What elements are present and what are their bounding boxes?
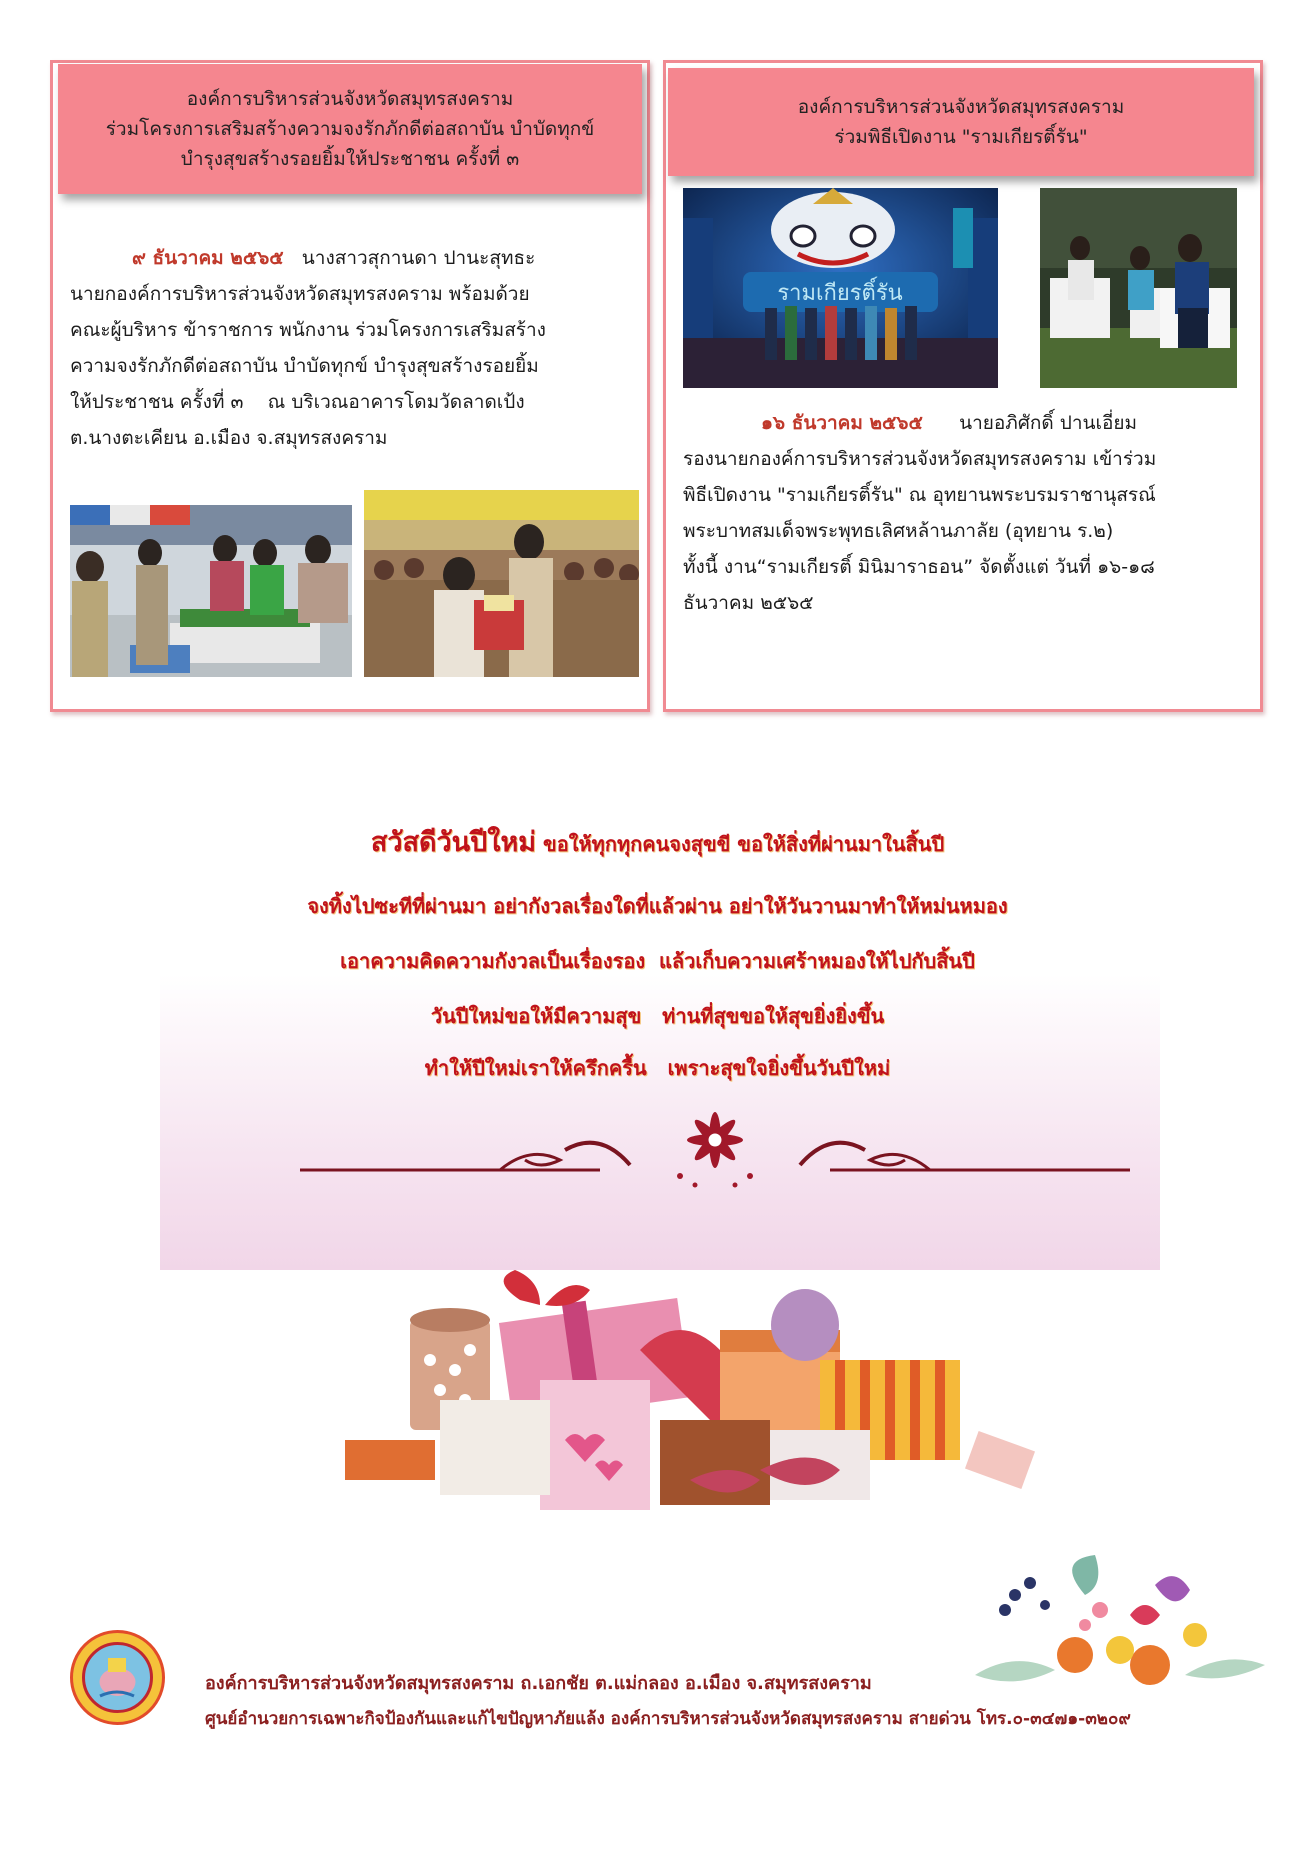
left-article-date: ๙ ธันวาคม ๒๕๖๕ bbox=[132, 247, 284, 269]
footer-hotline: ศูนย์อำนวยการเฉพาะกิจป้องกันและแก้ไขปัญหาภัยแล้ง องค์การบริหารส่วนจังหวัดสมุทรสงคราม สายด่วน โทร.๐-๓๔๗๑-๓๒๐๙ bbox=[205, 1709, 1131, 1729]
left-article-line5: ให้ประชาชน ครั้งที่ ๓ ณ บริเวณอาคารโดมวัดลาดเป้ง bbox=[70, 391, 525, 413]
left-article-body bbox=[70, 240, 625, 456]
left-article-line2: นายกองค์การบริหารส่วนจังหวัดสมุทรสงคราม พร้อมด้วย bbox=[70, 283, 530, 305]
right-article-line3: พิธีเปิดงาน "รามเกียรติ์รัน" ณ อุทยานพระบรมราชานุสรณ์ bbox=[683, 484, 1156, 506]
right-article-lead: นายอภิศักดิ์ ปานเอี่ยม bbox=[959, 412, 1138, 434]
gift-boxes-illustration bbox=[340, 1270, 1040, 1520]
stage-banner-text: รามเกียรติ์รัน bbox=[777, 281, 903, 306]
left-article-line3: คณะผู้บริหาร ข้าราชการ พนักงาน ร่วมโครงการเสริมสร้าง bbox=[70, 319, 546, 341]
right-article-line5: ทั้งนี้ งาน“รามเกียรติ์ มินิมาราธอน” จัดตั้งแต่ วันที่ ๑๖-๑๘ bbox=[683, 556, 1155, 578]
left-header-line1: องค์การบริหารส่วนจังหวัดสมุทรสงคราม bbox=[186, 88, 514, 110]
greeting-title: สวัสดีวันปีใหม่ bbox=[370, 827, 537, 858]
left-article-header bbox=[58, 64, 642, 194]
left-photo-market-stall bbox=[70, 505, 352, 677]
greeting-line3: เอาความคิดความกังวลเป็นเรื่องรอง แล้วเก็บความเศร้าหมองให้ไปกับสิ้นปี bbox=[340, 949, 975, 973]
left-header-line2: ร่วมโครงการเสริมสร้างความจงรักภักดีต่อสถาบัน บำบัดทุกข์ bbox=[105, 118, 595, 140]
right-article-line2: รองนายกองค์การบริหารส่วนจังหวัดสมุทรสงคราม เข้าร่วม bbox=[683, 448, 1157, 470]
left-photo-gift-handover bbox=[364, 490, 639, 677]
greeting-line2: จงทิ้งไปซะทีที่ผ่านมา อย่ากังวลเรื่องใดที่แล้วผ่าน อย่าให้วันวานมาทำให้หม่นหมอง bbox=[307, 894, 1008, 918]
ornament-divider bbox=[300, 1090, 1130, 1200]
left-article-line6: ต.นางตะเคียน อ.เมือง จ.สมุทรสงคราม bbox=[70, 427, 388, 449]
right-article-body bbox=[683, 405, 1238, 621]
right-article-date: ๑๖ ธันวาคม ๒๕๖๕ bbox=[761, 412, 923, 434]
left-article-lead: นางสาวสุกานดา ปานะสุทธะ bbox=[301, 247, 536, 269]
right-header-line2: ร่วมพิธีเปิดงาน "รามเกียรติ์รัน" bbox=[834, 126, 1088, 148]
left-article-line4: ความจงรักภักดีต่อสถาบัน บำบัดทุกข์ บำรุงสุขสร้างรอยยิ้ม bbox=[70, 355, 539, 377]
greeting-line1-rest: ขอให้ทุกทุกคนจงสุขขี ขอให้สิ่งที่ผ่านมาในสิ้นปี bbox=[543, 832, 945, 856]
greeting-line4: วันปีใหม่ขอให้มีความสุข ท่านที่สุขขอให้สุขยิ่งยิ่งขึ้น bbox=[430, 1004, 885, 1028]
footer-address: องค์การบริหารส่วนจังหวัดสมุทรสงคราม ถ.เอกชัย ต.แม่กลอง อ.เมือง จ.สมุทรสงคราม bbox=[205, 1673, 872, 1694]
right-photo-stage bbox=[683, 188, 998, 388]
right-article-line4: พระบาทสมเด็จพระพุทธเลิศหล้านภาลัย (อุทยาน ร.๒) bbox=[683, 520, 1114, 542]
right-article-line6: ธันวาคม ๒๕๖๕ bbox=[683, 592, 814, 614]
greeting-background bbox=[160, 815, 1160, 1270]
right-header-line1: องค์การบริหารส่วนจังหวัดสมุทรสงคราม bbox=[797, 96, 1125, 118]
left-header-line3: บำรุงสุขสร้างรอยยิ้มให้ประชาชน ครั้งที่ ๓ bbox=[180, 148, 520, 170]
pao-logo bbox=[70, 1630, 165, 1725]
flower-bouquet-decoration bbox=[955, 1555, 1275, 1705]
right-article-header bbox=[668, 68, 1254, 176]
greeting-line1 bbox=[0, 820, 1315, 863]
greeting-line5: ทำให้ปีใหม่เราให้ครึกครื้น เพราะสุขใจยิ่งขึ้นวันปีใหม่ bbox=[424, 1056, 891, 1080]
right-photo-guests bbox=[1040, 188, 1237, 388]
